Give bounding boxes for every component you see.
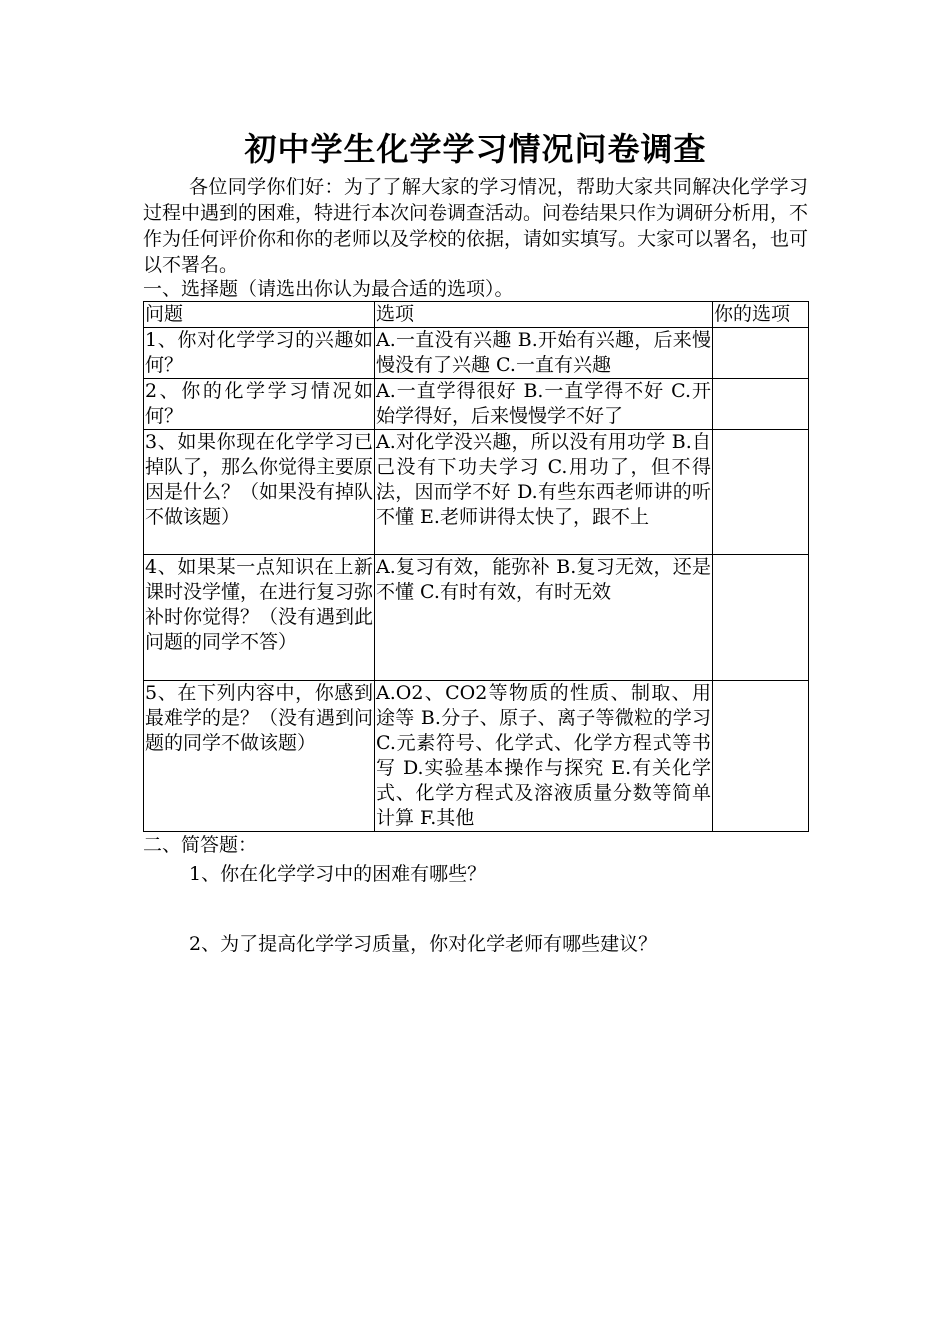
table-row — [144, 430, 809, 555]
options-cell: A.O2、CO2等物质的性质、制取、用途等 B.分子、原子、离子等微粒的学习 C.元素符号、化学式、化学方程式等书写 D.实验基本操作与探究 E.有关化学式、化学方程式及溶液质量分数等简单计算 F.其他 — [375, 681, 713, 832]
section-short-answer-heading: 二、简答题： — [143, 834, 258, 856]
answer-cell[interactable] — [713, 430, 809, 555]
answer-cell[interactable] — [713, 379, 809, 430]
table-header-row — [144, 302, 809, 328]
document-title: 初中学生化学学习情况问卷调查 — [244, 130, 707, 168]
table-row — [144, 328, 809, 379]
options-cell: A.对化学没兴趣，所以没有用功学 B.自己没有下功夫学习 C.用功了，但不得法，因而学不好 D.有些东西老师讲的听不懂 E.老师讲得太快了，跟不上 — [375, 430, 713, 555]
table-row — [144, 681, 809, 832]
short-answer-question-1: 1、你在化学学习中的困难有哪些？ — [189, 863, 487, 885]
answer-space-1[interactable] — [143, 887, 808, 931]
question-cell: 5、在下列内容中，你感到最难学的是？（没有遇到问题的同学不做该题） — [144, 681, 375, 832]
question-cell: 1、你对化学学习的兴趣如何？ — [144, 328, 375, 379]
short-answer-question-2: 2、为了提高化学学习质量，你对化学老师有哪些建议？ — [189, 933, 658, 955]
section-choice-heading: 一、选择题（请选出你认为最合适的选项）。 — [143, 278, 514, 300]
options-cell: A.一直学得很好 B.一直学得不好 C.开始学得好，后来慢慢学不好了 — [375, 379, 713, 430]
header-question: 问题 — [144, 302, 375, 328]
question-cell: 2、你的化学学习情况如何？ — [144, 379, 375, 430]
intro-paragraph: 各位同学你们好：为了了解大家的学习情况，帮助大家共同解决化学学习过程中遇到的困难，特进行本次问卷调查活动。问卷结果只作为调研分析用，不作为任何评价你和你的老师以及学校的依据，请如实填写。大家可以署名，也可以不署名。 — [143, 176, 809, 276]
table-row — [144, 379, 809, 430]
question-cell: 4、如果某一点知识在上新课时没学懂，在进行复习弥补时你觉得？（没有遇到此问题的同学不答） — [144, 555, 375, 681]
options-cell: A.一直没有兴趣 B.开始有兴趣，后来慢慢没有了兴趣 C.一直有兴趣 — [375, 328, 713, 379]
options-cell: A.复习有效，能弥补 B.复习无效，还是不懂 C.有时有效，有时无效 — [375, 555, 713, 681]
question-cell: 3、如果你现在化学学习已掉队了，那么你觉得主要原因是什么？（如果没有掉队不做该题） — [144, 430, 375, 555]
header-options: 选项 — [375, 302, 713, 328]
answer-cell[interactable] — [713, 328, 809, 379]
table-row — [144, 555, 809, 681]
document-page — [143, 126, 808, 957]
survey-table — [143, 301, 809, 832]
header-your-choice: 你的选项 — [713, 302, 809, 328]
answer-cell[interactable] — [713, 555, 809, 681]
answer-cell[interactable] — [713, 681, 809, 832]
